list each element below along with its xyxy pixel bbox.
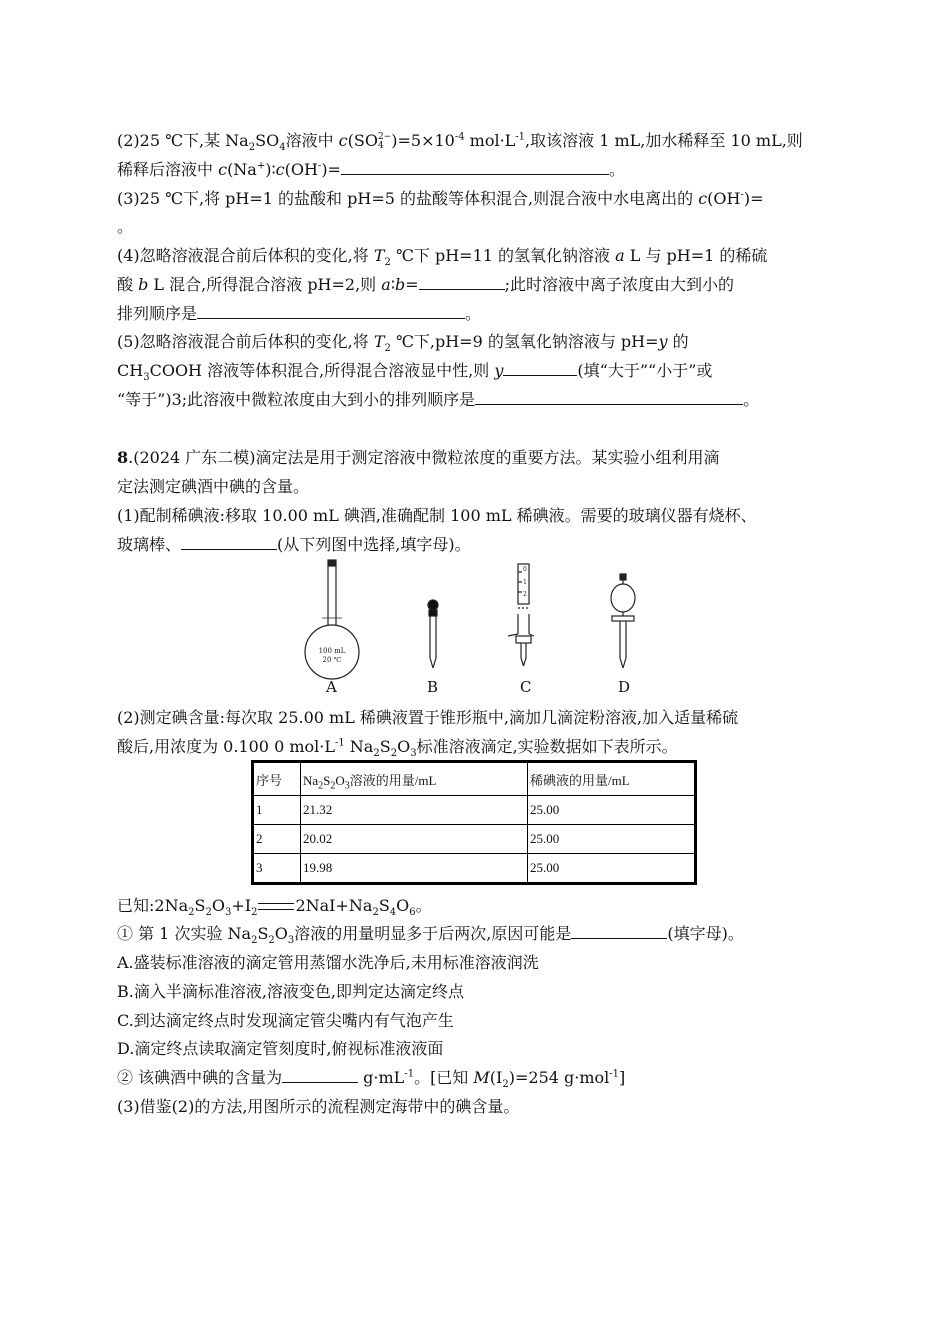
glassware-figure xyxy=(290,558,670,698)
table-cell: 1 xyxy=(253,796,301,825)
flask-label-volume: 100 mL xyxy=(318,647,346,655)
figure-label-c: C xyxy=(520,678,532,696)
figure-label-a: A xyxy=(326,678,337,696)
svg-text:1: 1 xyxy=(523,579,527,586)
q8-part2-line2: 酸后,用浓度为 0.100 0 $mol\cdot L^{-1}$ $Na_2S_2O_3$标准溶液滴定,实验数据如下表所示。 xyxy=(117,737,678,760)
table-cell: 25.00 xyxy=(528,796,696,825)
table-header-cell: $Na_2S_2O_3$溶液的用量/mL xyxy=(301,762,528,796)
answer-blank[interactable] xyxy=(419,274,505,290)
answer-blank[interactable] xyxy=(503,360,577,376)
table-cell: 25.00 xyxy=(528,825,696,854)
q5-line2: $CH_3COOH$ 溶液等体积混合,所得混合溶液显中性,则 y (填“大于”“小于”或 xyxy=(117,361,713,384)
answer-blank[interactable] xyxy=(341,159,609,175)
q8-part1-line2: 玻璃棒、 (从下列图中选择,填字母)。 xyxy=(117,535,471,554)
q4-line2: 酸 b L 混合,所得混合溶液 pH=2,则 a∶b= ;此时溶液中离子浓度由大到小的 xyxy=(117,275,735,294)
option-b: B.滴入半滴标准溶液,溶液变色,即判定达滴定终点 xyxy=(117,982,465,1001)
table-cell: 21.32 xyxy=(301,796,528,825)
svg-text:0: 0 xyxy=(523,566,527,573)
figure-label-b: B xyxy=(427,678,439,696)
q8-sub2: ② 该碘酒中碘的含量为 $g\cdot mL^{-1}$。[已知 $M(I_2)=254$ g·mol$^{-1}$] xyxy=(117,1068,626,1091)
q5-line3: “等于”)3;此溶液中微粒浓度由大到小的排列顺序是 。 xyxy=(117,390,760,409)
table-header-cell: 序号 xyxy=(253,762,301,796)
option-c: C.到达滴定终点时发现滴定管尖嘴内有气泡产生 xyxy=(117,1011,454,1030)
table-row xyxy=(253,796,696,825)
q8-heading: 8.(2024 广东二模)滴定法是用于测定溶液中微粒浓度的重要方法。某实验小组利用滴 xyxy=(117,448,720,467)
table-cell: 25.00 xyxy=(528,854,696,884)
q2-line2: 稀释后溶液中 c(Na+)∶c(OH-)= 。 xyxy=(117,160,625,179)
answer-blank[interactable] xyxy=(282,1067,358,1083)
table-header-row xyxy=(253,762,696,796)
separatory-funnel-icon xyxy=(611,574,635,668)
option-a: A.盛装标准溶液的滴定管用蒸馏水洗净后,未用标准溶液润洗 xyxy=(117,953,539,972)
table-header-cell: 稀碘液的用量/mL xyxy=(528,762,696,796)
q5-line1: (5)忽略溶液混合前后体积的变化,将 $T_2$ ℃下,pH=9 的氢氧化钠溶液与 pH=y 的 xyxy=(117,332,689,355)
q2-line1: (2)25 ℃下,某 $Na_2SO_4$溶液中 c(SO 2− 4 )$=5\times 10^{-4}$ $mol\cdot L^{-1}$,取该溶液 1 mL,加水稀释至 10 mL,则 xyxy=(117,131,803,154)
answer-blank[interactable] xyxy=(197,303,465,319)
q3-line1: (3)25 ℃下,将 pH=1 的盐酸和 pH=5 的盐酸等体积混合,则混合液中水电离出的 c(OH-)= xyxy=(117,189,764,208)
figure-label-d: D xyxy=(618,678,631,696)
svg-text:2: 2 xyxy=(523,591,527,598)
table-cell: 20.02 xyxy=(301,825,528,854)
known-reaction: 已知$:2Na_2S_2O_3+I_2$ $2NaI+Na_2S_4O_6$。 xyxy=(117,896,432,919)
option-d: D.滴定终点读取滴定管刻度时,俯视标准液液面 xyxy=(117,1039,444,1058)
burette-icon xyxy=(508,564,534,666)
table-cell: 3 xyxy=(253,854,301,884)
answer-blank[interactable] xyxy=(181,534,277,550)
table-row xyxy=(253,854,696,884)
table-cell: 19.98 xyxy=(301,854,528,884)
q4-line3: 排列顺序是 。 xyxy=(117,304,482,323)
q8-part3: (3)借鉴(2)的方法,用图所示的流程测定海带中的碘含量。 xyxy=(117,1097,520,1116)
answer-blank[interactable] xyxy=(475,389,743,405)
table-cell: 2 xyxy=(253,825,301,854)
q8-line2: 定法测定碘酒中碘的含量。 xyxy=(117,477,310,496)
q3-line2: 。 xyxy=(117,217,134,236)
dropper-icon xyxy=(428,600,438,668)
q8-sub1: ① 第 1 次实验 $Na_2S_2O_3$溶液的用量明显多于后两次,原因可能是 (填字母)。 xyxy=(117,924,744,947)
volumetric-flask-icon xyxy=(305,560,359,679)
q8-part1-line1: (1)配制稀碘液:移取 10.00 mL 碘酒,准确配制 100 mL 稀碘液。需要的玻璃仪器有烧杯、 xyxy=(117,506,757,525)
table-row xyxy=(253,825,696,854)
q4-line1: (4)忽略溶液混合前后体积的变化,将 $T_2$ ℃下 pH=11 的氢氧化钠溶液 a L 与 pH=1 的稀硫 xyxy=(117,246,768,269)
equals-sign xyxy=(258,903,294,910)
q8-part2-line1: (2)测定碘含量:每次取 25.00 mL 稀碘液置于锥形瓶中,滴加几滴淀粉溶液,加入适量稀硫 xyxy=(117,708,739,727)
answer-blank[interactable] xyxy=(571,923,667,939)
titration-table xyxy=(251,760,697,885)
flask-label-temp: 20 ℃ xyxy=(322,656,342,664)
